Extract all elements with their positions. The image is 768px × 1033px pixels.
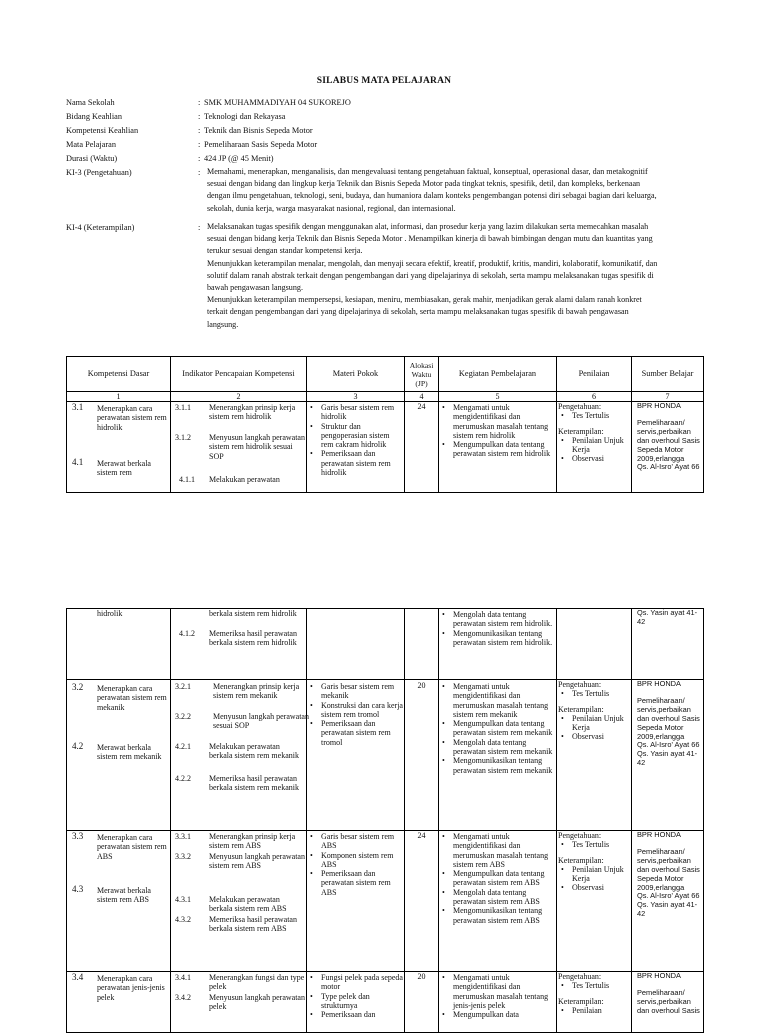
- penilaian-heading: Pengetahuan:: [558, 831, 602, 840]
- sumber-item: BPR HONDA: [637, 830, 681, 839]
- kd-number: 3.4: [72, 972, 84, 982]
- kd-text: Menerapkan cara perawatan sistem rem mekanik: [97, 684, 167, 712]
- syllabus-table-page-2: [66, 608, 704, 1033]
- header-indikator: Indikator Pencapaian Kompetensi: [171, 357, 307, 392]
- kd-number: 3.2: [72, 682, 84, 692]
- sumber-item: Qs. Al-Isro' Ayat 66: [637, 891, 700, 901]
- info-label: Bidang Keahlian: [66, 112, 122, 121]
- sumber-item: BPR HONDA: [637, 401, 681, 410]
- indicator-text: Menyusun langkah perawatan pelek: [209, 993, 305, 1012]
- header-kompetensi-dasar: Kompetensi Dasar: [67, 357, 171, 392]
- syllabus-table-page-1: [66, 356, 704, 493]
- penilaian-heading: Keterampilan:: [558, 704, 604, 714]
- table-row: hidrolik berkala sistem rem hidrolik 4.1.2 Memeriksa hasil perawatan berkala sistem rem hidrolik • Mengolah data tentang perawatan sistem rem hidrolik. • Mengomunikasikan tentang perawatan sistem rem hidrolik. Qs. Yasin ayat 41-42: [67, 609, 704, 680]
- header-kegiatan: Kegiatan Pembelajaran: [439, 357, 557, 392]
- penilaian-heading: Keterampilan:: [558, 996, 604, 1006]
- indicator-text: Melakukan perawatan berkala sistem rem mekanik: [209, 742, 299, 761]
- sumber-item: Pemeliharaan/ servis,perbaikan dan overhoul Sasis: [637, 987, 700, 1015]
- page-1: SILABUS MATA PELAJARAN Nama Sekolah : SMK MUHAMMADIYAH 04 SUKOREJO Bidang Keahlian : Teknologi dan Rekayasa Kompetensi Keahlian : Teknik dan Bisnis Sepeda Motor Mata Pelajaran : Pemeliharaan Sasis Sepeda Motor Durasi (Waktu) : 424 JP (@ 45 Menit) KI-3 (Pengetahuan) : Memahami, menerapkan, menganalisis, dan mengevaluasi tentang pengetahuan faktual, konseptual, operasional dasar, dan metakognitif sesuai dengan bidang dan lingkup kerja Teknik dan Bisnis Sepeda Motor pada tingkat teknis, spesifik, detil, dan kompleks, berkenaan dengan ilmu pengetahuan, teknologi, seni, budaya, dan humaniora dalam konteks pengembangan potensi diri sebagai bagian dari keluarga, sekolah, dunia kerja, warga masyarakat nasional, regional, dan internasional. KI-4 (Keterampilan) : Melaksanakan tugas spesifik dengan menggunakan alat, informasi, dan prosedur kerja yang lazim dilakukan serta memecahkan masalah sesuai dengan bidang kerja Teknik dan Bisnis Sepeda Motor . Menampilkan kinerja di bawah bimbingan dengan mutu dan kuantitas yang terukur sesuai dengan standar kompetensi kerja. Menunjukkan keterampilan menalar, mengolah, dan menyaji secara efektif, kreatif, produktif, kritis, mandiri, kolaboratif, komunikatif, dan solutif dalam ranah abstrak terkait dengan pengembangan dari yang dipelajarinya di sekolah, serta mampu melaksanakan tugas spesifik di bawah pengawasan langsung. Menunjukkan keterampilan mempersepsi, kesiapan, meniru, membiasakan, gerak mahir, menjadikan gerak alami dalam ranah konkret terkait dengan pengembangan dari yang dipelajarinya di sekolah, serta mampu melaksanakan tugas spesifik di bawah pengawasan langsung. Kompetensi Dasar Indikator Pencapaian Kompetensi Materi Pokok Alokasi Waktu (JP) Kegiatan Pembelajaran Penilaian Sumber Belajar 1 2 3 4 5 6 7 3.1 Menerapkan cara perawatan sistem rem hidrolik 4.1 Merawat berkala sistem rem 3.1.1 Menerangkan prinsip kerja sistem rem hidrolik 3.1.2 Menyusun langkah perawatan sistem rem hidrolik sesuai SOP 4.1.1 Melakukan perawatan • Garis besar sistem rem hidrolik • Struktur dan pengoperasian sistem rem cakram hidrolik • Pemeriksaan dan perawatan sistem rem hidrolik 24 • Mengamati untuk mengidentifikasi dan merumuskan masalah tentang sistem rem hidrolik • Mengumpulkan data tentang perawatan sistem rem hidrolik Pengetahuan: • Tes Tertulis Keterampilan: • Penilaian Unjuk Kerja • Observasi BPR HONDA Pemeliharaan/ servis,perbaikan dan overhoul Sasis Sepeda Motor 2009,erlangga Qs. Al-Isro' Ayat 66: [0, 0, 768, 545]
- materi-list: • Garis besar sistem rem mekanik • Konstruksi dan cara kerja sistem rem tromol • Pemeriksaan dan perawatan sistem rem tromol: [307, 682, 404, 747]
- table-header-row: [67, 357, 704, 392]
- info-value: SMK MUHAMMADIYAH 04 SUKOREJO: [204, 98, 351, 107]
- materi-list: • Garis besar sistem rem ABS • Komponen sistem rem ABS • Pemeriksaan dan perawatan sistem rem ABS: [307, 832, 404, 897]
- info-label: Durasi (Waktu): [66, 154, 118, 163]
- materi-list: • Fungsi pelek pada sepeda motor • Type pelek dan strukturnya • Pemeriksaan dan: [307, 973, 404, 1019]
- info-value: 424 JP (@ 45 Menit): [204, 154, 274, 163]
- info-value: Teknik dan Bisnis Sepeda Motor: [204, 126, 313, 135]
- kd-text: Menerapkan cara perawatan jenis-jenis pelek: [97, 974, 165, 1002]
- indicator-text: berkala sistem rem hidrolik: [209, 609, 297, 618]
- kegiatan-list: • Mengamati untuk mengidentifikasi dan merumuskan masalah tentang jenis-jenis pelek • Mengumpulkan data: [439, 973, 556, 1019]
- indicator-text: Melakukan perawatan berkala sistem rem ABS: [209, 895, 287, 914]
- table-row: 3.4 Menerapkan cara perawatan jenis-jenis pelek 3.4.1 Menerangkan fungsi dan type pelek 3.4.2 Menyusun langkah perawatan pelek • Fungsi pelek pada sepeda motor • Type pelek dan strukturnya • Pemeriksaan dan 20 • Mengamati untuk mengidentifikasi dan merumuskan masalah tentang jenis-jenis pelek • Mengumpulkan data Pengetahuan: • Tes Tertulis Keterampilan: • Penilaian BPR HONDA Pemeliharaan/ servis,perbaikan dan overhoul Sasis: [67, 972, 704, 1033]
- ki3-label: KI-3 (Pengetahuan): [66, 168, 132, 177]
- info-value: Teknologi dan Rekayasa: [204, 112, 286, 121]
- indicator-text: Menyusun langkah perawatan sesuai SOP: [213, 712, 309, 731]
- indicator-text: Menerangkan prinsip kerja sistem rem mekanik: [213, 682, 300, 701]
- indicator-text: Menerangkan prinsip kerja sistem rem ABS: [209, 832, 296, 851]
- sumber-item: BPR HONDA: [637, 971, 681, 980]
- sumber-item: Pemeliharaan/ servis,perbaikan dan overhoul Sasis Sepeda Motor 2009,erlangga: [637, 695, 700, 741]
- sumber-item: Qs. Yasin ayat 41-42: [637, 749, 698, 768]
- header-alokasi-waktu: Alokasi Waktu (JP): [405, 357, 439, 392]
- indicator-text: Menyusun langkah perawatan sistem rem hidrolik sesuai SOP: [209, 433, 305, 461]
- sumber-item: Qs. Al-Isro' Ayat 66: [637, 462, 700, 472]
- kegiatan-list: • Mengamati untuk mengidentifikasi dan merumuskan masalah tentang sistem rem hidrolik • Mengumpulkan data tentang perawatan sistem rem hidrolik: [439, 403, 556, 459]
- kd-text: Merawat berkala sistem rem: [97, 459, 151, 478]
- alokasi-value: 20: [417, 972, 426, 981]
- kd-number: 4.2: [72, 741, 84, 751]
- column-number-row: 1 2 3 4 5 6 7: [67, 392, 704, 402]
- kegiatan-list: • Mengamati untuk mengidentifikasi dan merumuskan masalah tentang sistem rem ABS • Mengumpulkan data tentang perawatan sistem rem ABS • Mengolah data tentang perawatan sistem rem ABS • Mengomunikasikan tentang perawatan sistem rem ABS: [439, 832, 556, 925]
- info-label: Nama Sekolah: [66, 98, 115, 107]
- materi-list: • Garis besar sistem rem hidrolik • Struktur dan pengoperasian sistem rem cakram hidrolik • Pemeriksaan dan perawatan sistem rem hidrolik: [307, 403, 404, 477]
- indicator-text: Menyusun langkah perawatan sistem rem ABS: [209, 852, 305, 871]
- header-penilaian: Penilaian: [557, 357, 632, 392]
- alokasi-value: 20: [417, 681, 426, 690]
- sumber-item: BPR HONDA: [637, 679, 681, 688]
- ki4-text: Melaksanakan tugas spesifik dengan menggunakan alat, informasi, dan prosedur kerja yang lazim dilakukan serta memecahkan masalah sesuai dengan bidang kerja Teknik dan Bisnis Sepeda Motor . Menampilkan kinerja di bawah bimbingan dengan mutu dan kuantitas yang terukur sesuai dengan standar kompetensi kerja. Menunjukkan keterampilan menalar, mengolah, dan menyaji secara efektif, kreatif, produktif, kritis, mandiri, kolaboratif, komunikatif, dan solutif dalam ranah abstrak terkait dengan pengembangan dari yang dipelajarinya di sekolah, serta mampu melaksanakan tugas spesifik di bawah pengawasan langsung. Menunjukkan keterampilan mempersepsi, kesiapan, meniru, membiasakan, gerak mahir, menjadikan gerak alami dalam ranah konkret terkait dengan pengembangan dari yang dipelajarinya di sekolah, serta mampu melaksanakan tugas spesifik di bawah pengawasan langsung.: [207, 222, 658, 329]
- table-row: 3.1 Menerapkan cara perawatan sistem rem hidrolik 4.1 Merawat berkala sistem rem 3.1.1 Menerangkan prinsip kerja sistem rem hidrolik 3.1.2 Menyusun langkah perawatan sistem rem hidrolik sesuai SOP 4.1.1 Melakukan perawatan • Garis besar sistem rem hidrolik • Struktur dan pengoperasian sistem rem cakram hidrolik • Pemeriksaan dan perawatan sistem rem hidrolik 24 • Mengamati untuk mengidentifikasi dan merumuskan masalah tentang sistem rem hidrolik • Mengumpulkan data tentang perawatan sistem rem hidrolik Pengetahuan: • Tes Tertulis Keterampilan: • Penilaian Unjuk Kerja • Observasi BPR HONDA Pemeliharaan/ servis,perbaikan dan overhoul Sasis Sepeda Motor 2009,erlangga Qs. Al-Isro' Ayat 66: [67, 402, 704, 493]
- kd-text: Merawat berkala sistem rem ABS: [97, 886, 151, 905]
- sumber-item: Qs. Yasin ayat 41-42: [637, 900, 698, 919]
- indicator-text: Memeriksa hasil perawatan berkala sistem rem mekanik: [209, 774, 299, 793]
- penilaian-heading: Pengetahuan:: [558, 402, 602, 411]
- kd-number: 4.1: [72, 457, 84, 467]
- kd-text: Menerapkan cara perawatan sistem rem ABS: [97, 833, 167, 861]
- ki4-label: KI-4 (Keterampilan): [66, 223, 135, 232]
- kegiatan-list: • Mengolah data tentang perawatan sistem rem hidrolik. • Mengomunikasikan tentang perawatan sistem rem hidrolik.: [439, 610, 556, 647]
- kd-number: 3.1: [72, 402, 84, 412]
- penilaian-heading: Pengetahuan:: [558, 972, 602, 981]
- kd-number: 3.3: [72, 831, 84, 841]
- sumber-item: Qs. Yasin ayat 41-42: [637, 608, 698, 626]
- info-label: Kompetensi Keahlian: [66, 126, 139, 135]
- info-value: Pemeliharaan Sasis Sepeda Motor: [204, 140, 318, 149]
- kd-text: hidrolik: [97, 609, 123, 618]
- header-sumber-belajar: Sumber Belajar: [632, 357, 704, 392]
- penilaian-heading: Keterampilan:: [558, 426, 604, 436]
- penilaian-heading: Keterampilan:: [558, 855, 604, 865]
- penilaian-heading: Pengetahuan:: [558, 680, 602, 689]
- sumber-item: Pemeliharaan/ servis,perbaikan dan overhoul Sasis Sepeda Motor 2009,erlangga: [637, 417, 700, 463]
- alokasi-value: 24: [417, 831, 426, 840]
- ki3-text: Memahami, menerapkan, menganalisis, dan mengevaluasi tentang pengetahuan faktual, konseptual, operasional dasar, dan metakognitif sesuai dengan bidang dan lingkup kerja Teknik dan Bisnis Sepeda Motor pada tingkat teknis, spesifik, detil, dan kompleks, berkenaan dengan ilmu pengetahuan, teknologi, seni, budaya, dan humaniora dalam konteks pengembangan potensi diri sebagai bagian dari keluarga, sekolah, dunia kerja, warga masyarakat nasional, regional, dan internasional.: [207, 167, 657, 213]
- indicator-text: Menerangkan fungsi dan type pelek: [209, 973, 305, 992]
- page-title: SILABUS MATA PELAJARAN: [316, 76, 452, 86]
- indicator-text: Melakukan perawatan: [209, 475, 280, 484]
- kd-number: 4.3: [72, 884, 84, 894]
- table-row: 3.2 Menerapkan cara perawatan sistem rem mekanik 4.2 Merawat berkala sistem rem mekanik 3.2.1 Menerangkan prinsip kerja sistem rem mekanik 3.2.2 Menyusun langkah perawatan sesuai SOP 4.2.1 Melakukan perawatan berkala sistem rem mekanik 4.2.2 Memeriksa hasil perawatan berkala sistem rem mekanik • Garis besar sistem rem mekanik • Konstruksi dan cara kerja sistem rem tromol • Pemeriksaan dan perawatan sistem rem tromol 20 • Mengamati untuk mengidentifikasi dan merumuskan masalah tentang sistem rem mekanik • Mengumpulkan data tentang perawatan sistem rem mekanik • Mengolah data tentang perawatan sistem rem mekanik • Mengomunikasikan tentang perawatan sistem rem mekanik Pengetahuan: • Tes Tertulis Keterampilan: • Penilaian Unjuk Kerja • Observasi BPR HONDA Pemeliharaan/ servis,perbaikan dan overhoul Sasis Sepeda Motor 2009,erlangga Qs. Al-Isro' Ayat 66 Qs. Yasin ayat 41-42: [67, 680, 704, 831]
- kegiatan-list: • Mengamati untuk mengidentifikasi dan merumuskan masalah tentang sistem rem mekanik • Mengumpulkan data tentang perawatan sistem rem mekanik • Mengolah data tentang perawatan sistem rem mekanik • Mengomunikasikan tentang perawatan sistem rem mekanik: [439, 682, 556, 775]
- alokasi-value: 24: [417, 402, 426, 411]
- table-row: 3.3 Menerapkan cara perawatan sistem rem ABS 4.3 Merawat berkala sistem rem ABS 3.3.1 Menerangkan prinsip kerja sistem rem ABS 3.3.2 Menyusun langkah perawatan sistem rem ABS 4.3.1 Melakukan perawatan berkala sistem rem ABS 4.3.2 Memeriksa hasil perawatan berkala sistem rem ABS • Garis besar sistem rem ABS • Komponen sistem rem ABS • Pemeriksaan dan perawatan sistem rem ABS 24 • Mengamati untuk mengidentifikasi dan merumuskan masalah tentang sistem rem ABS • Mengumpulkan data tentang perawatan sistem rem ABS • Mengolah data tentang perawatan sistem rem ABS • Mengomunikasikan tentang perawatan sistem rem ABS Pengetahuan: • Tes Tertulis Keterampilan: • Penilaian Unjuk Kerja • Observasi BPR HONDA Pemeliharaan/ servis,perbaikan dan overhoul Sasis Sepeda Motor 2009,erlangga Qs. Al-Isro' Ayat 66 Qs. Yasin ayat 41-42: [67, 831, 704, 972]
- sumber-item: Qs. Al-Isro' Ayat 66: [637, 740, 700, 750]
- info-label: Mata Pelajaran: [66, 140, 116, 149]
- sumber-item: Pemeliharaan/ servis,perbaikan dan overhoul Sasis Sepeda Motor 2009,erlangga: [637, 846, 700, 892]
- kd-text: Menerapkan cara perawatan sistem rem hidrolik: [97, 404, 167, 432]
- indicator-text: Menerangkan prinsip kerja sistem rem hidrolik: [209, 403, 296, 422]
- header-materi-pokok: Materi Pokok: [307, 357, 405, 392]
- indicator-text: Memeriksa hasil perawatan berkala sistem rem hidrolik: [209, 629, 297, 648]
- kd-text: Merawat berkala sistem rem mekanik: [97, 743, 162, 762]
- indicator-text: Memeriksa hasil perawatan berkala sistem rem ABS: [209, 915, 297, 934]
